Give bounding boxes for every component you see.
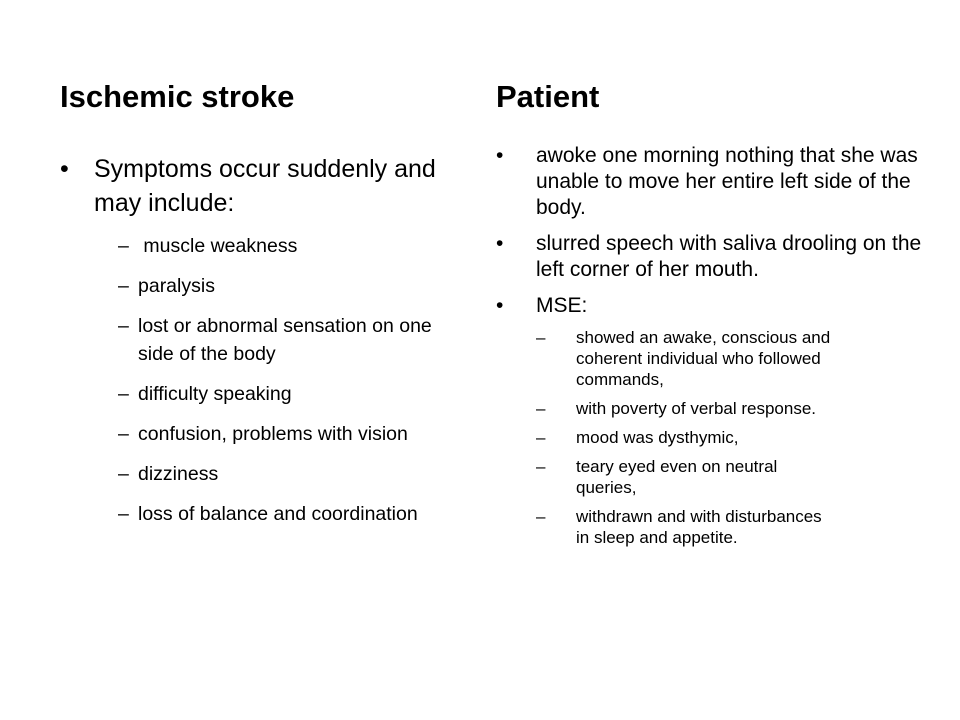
dash-marker: – bbox=[536, 457, 546, 476]
list-item bbox=[118, 232, 468, 260]
list-item bbox=[118, 380, 468, 408]
list-item bbox=[118, 500, 468, 528]
list-item bbox=[496, 143, 936, 221]
patient-bullet-text: awoke one morning nothing that she was unable to move her entire left side of the body. bbox=[536, 144, 918, 219]
mse-text: teary eyed even on neutral queries, bbox=[576, 457, 778, 497]
symptoms-text: Symptoms occur suddenly and may include: bbox=[94, 155, 436, 217]
patient-heading: Patient bbox=[496, 79, 600, 114]
bullet-marker: • bbox=[496, 294, 504, 317]
symptom-text: difficulty speaking bbox=[138, 383, 292, 405]
dash-marker: – bbox=[536, 399, 546, 418]
ischemic-stroke-heading: Ischemic stroke bbox=[60, 79, 295, 114]
list-item bbox=[536, 456, 836, 498]
list-item bbox=[496, 231, 936, 283]
patient-bullet-text: MSE: bbox=[536, 294, 588, 317]
bullet-marker: • bbox=[496, 232, 504, 255]
dash-marker: – bbox=[536, 328, 546, 347]
dash-marker: – bbox=[118, 423, 129, 445]
symptom-text: loss of balance and coordination bbox=[138, 503, 418, 525]
list-item bbox=[536, 427, 836, 448]
symptom-text: muscle weakness bbox=[138, 235, 298, 257]
list-item bbox=[118, 272, 468, 300]
patient-bullets bbox=[496, 143, 936, 556]
dash-marker: – bbox=[118, 315, 129, 337]
mse-text: mood was dysthymic, bbox=[576, 428, 739, 447]
bullet-marker: • bbox=[60, 155, 69, 183]
symptom-text: confusion, problems with vision bbox=[138, 423, 408, 445]
patient-bullet-text: slurred speech with saliva drooling on the left corner of her mouth. bbox=[536, 232, 922, 281]
symptoms-list bbox=[118, 232, 468, 540]
list-item bbox=[536, 398, 836, 419]
symptoms-bullet bbox=[60, 152, 474, 220]
dash-marker: – bbox=[536, 428, 546, 447]
dash-marker: – bbox=[118, 503, 129, 525]
dash-marker: – bbox=[536, 507, 546, 526]
symptom-text: paralysis bbox=[138, 275, 215, 297]
mse-text: withdrawn and with disturbances in sleep and appetite. bbox=[576, 507, 822, 547]
list-item bbox=[536, 506, 836, 548]
list-item bbox=[118, 460, 468, 488]
mse-list bbox=[536, 327, 836, 548]
dash-marker: – bbox=[118, 463, 129, 485]
dash-marker: – bbox=[118, 383, 129, 405]
symptom-text: dizziness bbox=[138, 463, 219, 485]
dash-marker: – bbox=[118, 235, 129, 257]
symptom-text: lost or abnormal sensation on one side of the body bbox=[138, 315, 432, 365]
list-item bbox=[496, 293, 936, 319]
bullet-marker: • bbox=[496, 144, 504, 167]
list-item bbox=[118, 312, 468, 368]
mse-text: with poverty of verbal response. bbox=[576, 399, 817, 418]
list-item bbox=[536, 327, 836, 390]
mse-text: showed an awake, conscious and coherent individual who followed commands, bbox=[576, 328, 831, 389]
dash-marker: – bbox=[118, 275, 129, 297]
list-item bbox=[118, 420, 468, 448]
